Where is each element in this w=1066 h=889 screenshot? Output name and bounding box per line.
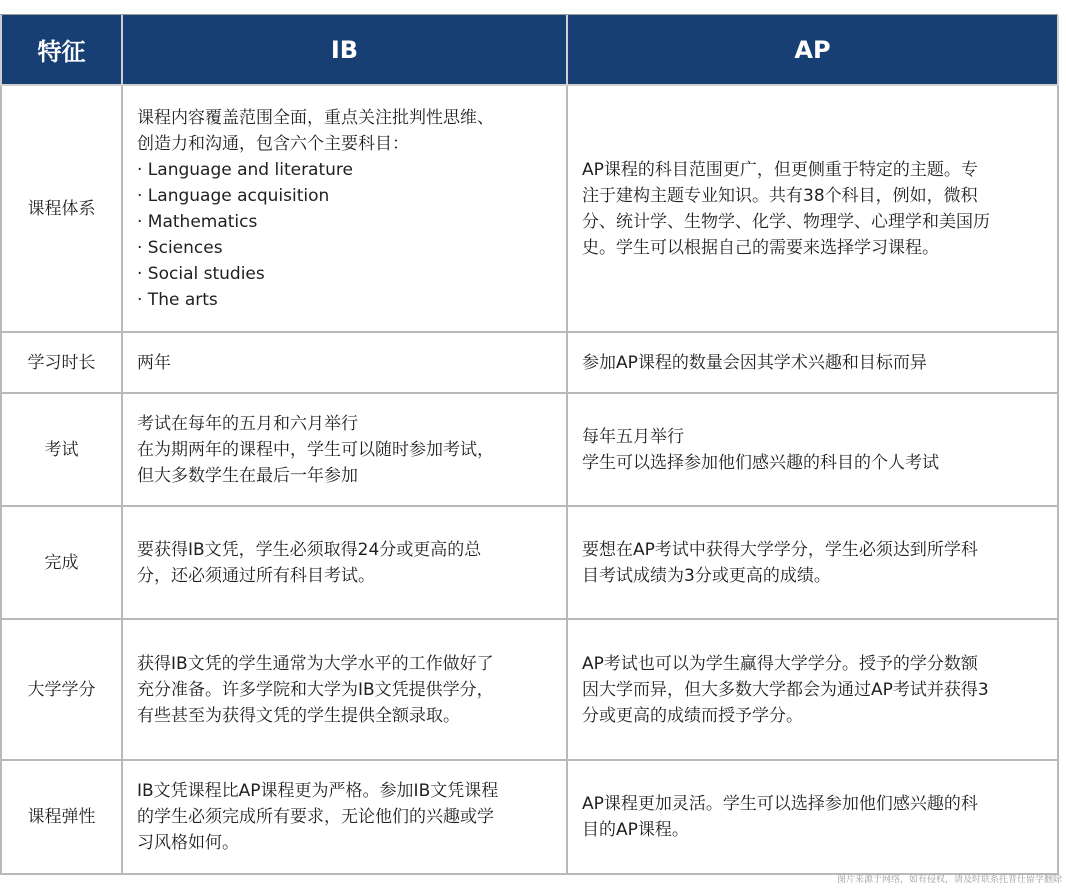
ib-cell xyxy=(122,760,567,874)
table-row-college-credit xyxy=(1,619,1058,760)
ib-ap-comparison-table xyxy=(0,15,1059,875)
ib-text-line: 两年 xyxy=(137,352,171,373)
feature-cell: 学习时长 xyxy=(1,332,122,393)
table-row-exams xyxy=(1,393,1058,506)
image-source-watermark: 图片来源于网络，如有侵权，请及时联系托普仕留学删除 xyxy=(836,875,1062,885)
table-row-completion xyxy=(1,506,1058,619)
ib-text-line: IB文凭课程比AP课程更为严格。参加IB文凭课程 xyxy=(137,781,499,801)
ap-cell xyxy=(567,332,1058,393)
ap-text-line: 学生可以选择参加他们感兴趣的科目的个人考试 xyxy=(582,452,939,473)
ib-text-line: 分，还必须通过所有科目考试。 xyxy=(137,565,375,586)
ap-text-line: 目考试成绩为3分或更高的成绩。 xyxy=(582,565,831,586)
ap-text-line: 要想在AP考试中获得大学学分，学生必须达到所学科 xyxy=(582,539,978,560)
ib-subject-item: · Language and literature xyxy=(137,159,353,180)
ap-text-line: 目的AP课程。 xyxy=(582,820,689,840)
ib-subject-item: · Language acquisition xyxy=(137,185,330,206)
feature-cell: 完成 xyxy=(1,506,122,619)
ap-text-line: 分、统计学、生物学、化学、物理学、心理学和美国历 xyxy=(582,211,990,232)
header-ib: IB xyxy=(122,15,567,85)
ap-cell xyxy=(567,506,1058,619)
ib-text-line: 课程内容覆盖范围全面，重点关注批判性思维、 xyxy=(137,107,494,128)
feature-cell: 课程体系 xyxy=(1,85,122,332)
ap-text-line: AP考试也可以为学生赢得大学学分。授予的学分数额 xyxy=(582,653,978,674)
ib-text-line: 有些甚至为获得文凭的学生提供全额录取。 xyxy=(137,705,460,726)
table-header-row xyxy=(1,15,1058,85)
table-row-flexibility xyxy=(1,760,1058,874)
feature-cell: 课程弹性 xyxy=(1,760,122,874)
ib-cell xyxy=(122,506,567,619)
header-ap: AP xyxy=(567,15,1058,85)
ap-text-line: 史。学生可以根据自己的需要来选择学习课程。 xyxy=(582,237,939,258)
ib-text-line: 在为期两年的课程中，学生可以随时参加考试， xyxy=(137,439,494,460)
ap-text-line: 因大学而异，但大多数大学都会为通过AP考试并获得3 xyxy=(582,679,989,700)
ap-text-line: AP课程更加灵活。学生可以选择参加他们感兴趣的科 xyxy=(582,794,978,814)
ib-cell xyxy=(122,332,567,393)
feature-cell: 考试 xyxy=(1,393,122,506)
header-feature: 特征 xyxy=(1,15,122,85)
ap-cell xyxy=(567,85,1058,332)
comparison-table-container xyxy=(0,15,1057,873)
ap-text-line: AP课程的科目范围更广，但更侧重于特定的主题。专 xyxy=(582,159,978,180)
ib-text-line: 习风格如何。 xyxy=(137,833,239,853)
ib-subject-item: · Social studies xyxy=(137,263,265,284)
ap-text-line: 注于建构主题专业知识。共有38个科目，例如，微积 xyxy=(582,185,978,206)
table-row-curriculum xyxy=(1,85,1058,332)
ap-cell xyxy=(567,619,1058,760)
ib-subject-item: · Sciences xyxy=(137,237,223,258)
ap-text-line: 分或更高的成绩而授予学分。 xyxy=(582,705,803,726)
ap-text-line: 每年五月举行 xyxy=(582,426,684,447)
ib-text-line: 考试在每年的五月和六月举行 xyxy=(137,413,358,434)
ap-cell xyxy=(567,760,1058,874)
ib-text-line: 充分准备。许多学院和大学为IB文凭提供学分， xyxy=(137,679,494,700)
ib-text-line: 创造力和沟通，包含六个主要科目： xyxy=(137,133,409,154)
feature-cell: 大学学分 xyxy=(1,619,122,760)
ib-text-line: 要获得IB文凭，学生必须取得24分或更高的总 xyxy=(137,539,482,560)
ib-text-line: 获得IB文凭的学生通常为大学水平的工作做好了 xyxy=(137,653,494,674)
ib-text-line: 的学生必须完成所有要求，无论他们的兴趣或学 xyxy=(137,807,494,827)
ib-subject-item: · The arts xyxy=(137,289,218,310)
ib-cell xyxy=(122,393,567,506)
ib-cell xyxy=(122,619,567,760)
ap-text-line: 参加AP课程的数量会因其学术兴趣和目标而异 xyxy=(582,352,927,373)
ib-text-line: 但大多数学生在最后一年参加 xyxy=(137,465,358,486)
ap-cell xyxy=(567,393,1058,506)
ib-subject-item: · Mathematics xyxy=(137,211,258,232)
table-row-duration xyxy=(1,332,1058,393)
ib-cell xyxy=(122,85,567,332)
